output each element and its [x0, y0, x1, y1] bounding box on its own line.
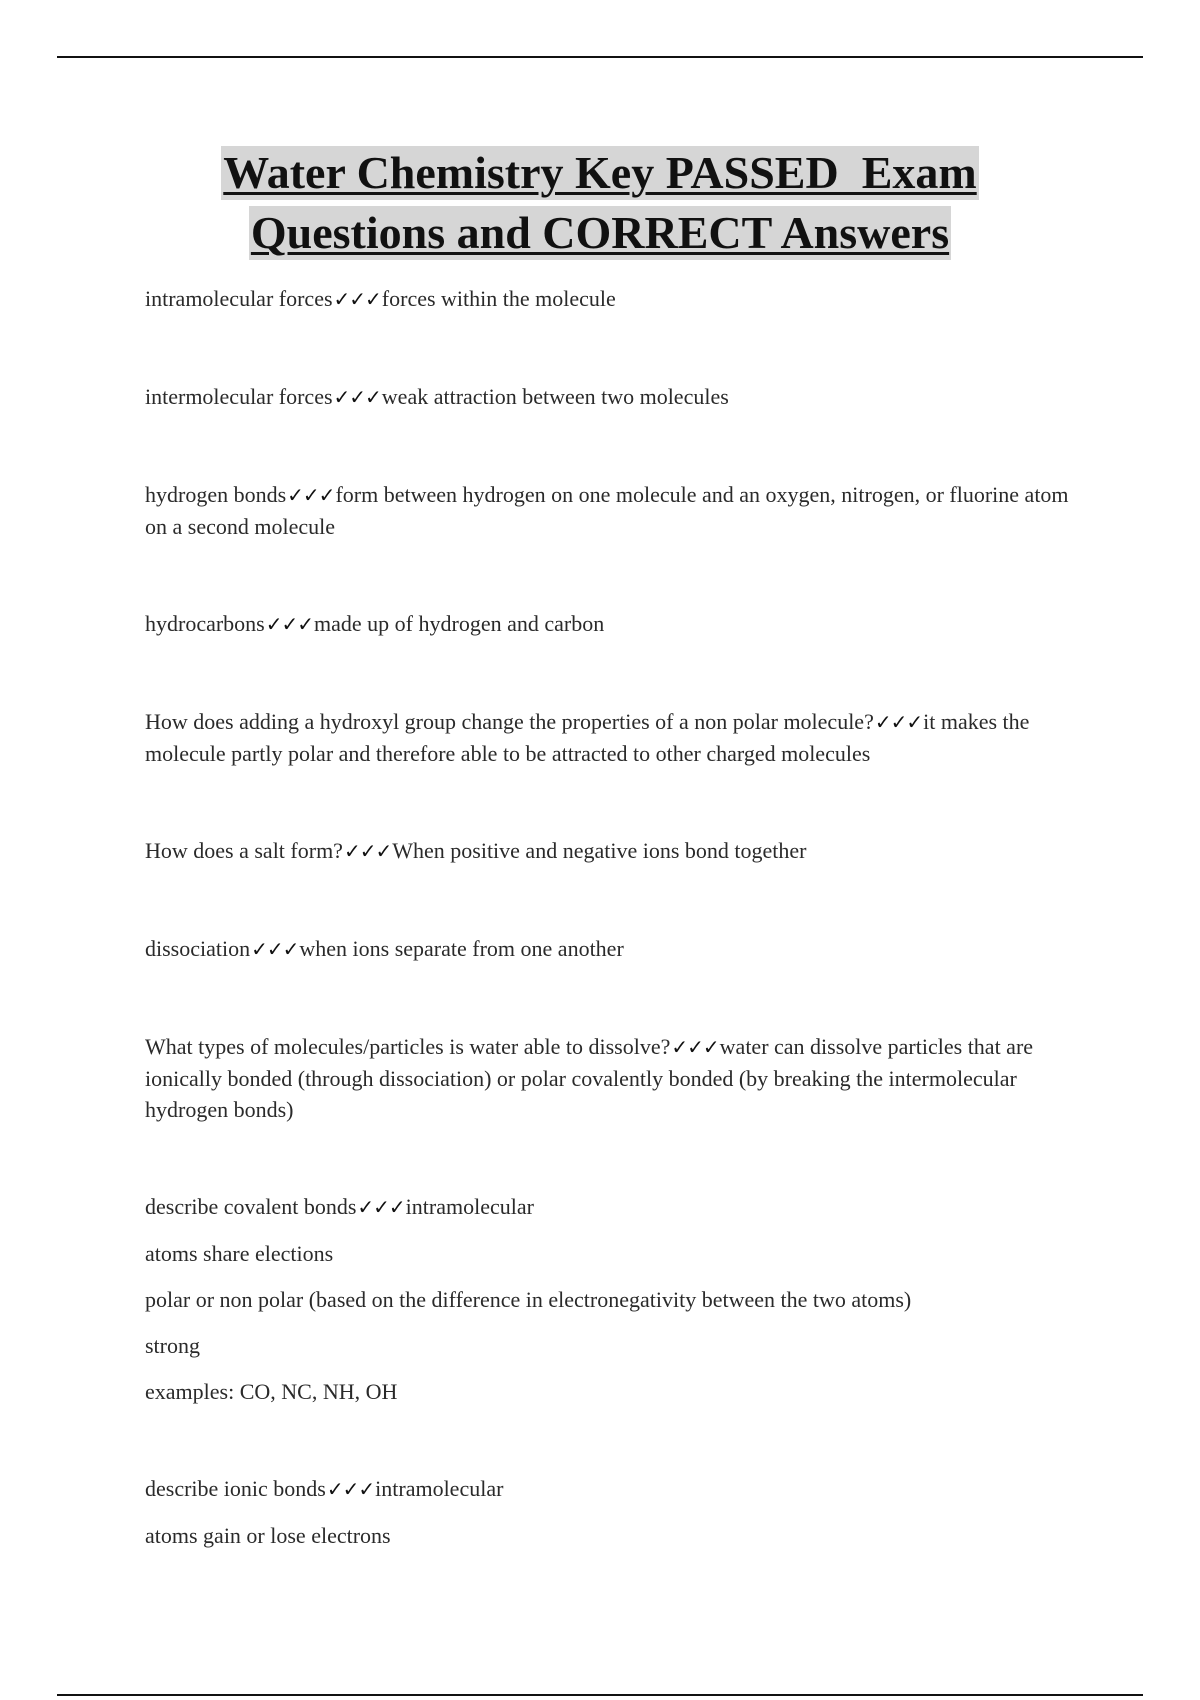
- answer-text: intramolecular: [375, 1476, 504, 1501]
- answer-text: water can dissolve particles that are ionically bonded (through dissociation) or polar covalently bonded (by breaking the intermolecular hydrogen bonds): [145, 1034, 1034, 1122]
- checkmark-icon: ✓✓✓: [357, 1195, 405, 1219]
- question-text: dissociation: [145, 936, 251, 961]
- qa-item: [145, 1473, 1075, 1551]
- answer-text: weak attraction between two molecules: [381, 384, 729, 409]
- checkmark-icon: ✓✓✓: [287, 483, 335, 507]
- answer-line: examples: CO, NC, NH, OH: [145, 1379, 398, 1404]
- bottom-rule: [57, 1694, 1143, 1696]
- question-text: hydrocarbons: [145, 611, 265, 636]
- title-line-2: Questions and CORRECT Answers: [250, 207, 950, 258]
- qa-item: [145, 283, 1075, 315]
- checkmark-icon: ✓✓✓: [265, 612, 314, 636]
- checkmark-icon: ✓✓✓: [343, 839, 392, 863]
- qa-item: [145, 608, 1075, 640]
- qa-item: [145, 1031, 1075, 1125]
- checkmark-icon: ✓✓✓: [326, 1477, 375, 1501]
- document-title: [0, 146, 1200, 266]
- question-text: describe ionic bonds: [145, 1476, 326, 1501]
- checkmark-icon: ✓✓✓: [333, 287, 381, 311]
- question-text: How does adding a hydroxyl group change the properties of a non polar molecule?: [145, 709, 874, 734]
- answer-text: form between hydrogen on one molecule and an oxygen, nitrogen, or fluorine atom on a second molecule: [145, 482, 1069, 539]
- qa-item: [145, 706, 1075, 769]
- question-text: How does a salt form?: [145, 838, 343, 863]
- answer-text: made up of hydrogen and carbon: [314, 611, 605, 636]
- qa-item: [145, 479, 1075, 542]
- answer-text: intramolecular: [405, 1194, 534, 1219]
- title-line-1: Water Chemistry Key PASSED Exam: [223, 147, 977, 198]
- answer-line: polar or non polar (based on the difference in electronegativity between the two atoms): [145, 1287, 912, 1312]
- top-rule: [57, 56, 1143, 58]
- answer-text: When positive and negative ions bond together: [392, 838, 807, 863]
- answer-line: strong: [145, 1333, 200, 1358]
- answer-text: it makes the molecule partly polar and therefore able to be attracted to other charged molecules: [145, 709, 1030, 766]
- qa-item: [145, 381, 1075, 413]
- qa-item: [145, 1191, 1075, 1407]
- question-text: intramolecular forces: [145, 286, 333, 311]
- checkmark-icon: ✓✓✓: [251, 937, 299, 961]
- question-text: hydrogen bonds: [145, 482, 287, 507]
- answer-line: atoms share elections: [145, 1241, 334, 1266]
- checkmark-icon: ✓✓✓: [671, 1035, 719, 1059]
- qa-list: [145, 283, 1075, 1551]
- checkmark-icon: ✓✓✓: [333, 385, 381, 409]
- answer-text: forces within the molecule: [381, 286, 616, 311]
- qa-item: [145, 835, 1075, 867]
- answer-text: when ions separate from one another: [299, 936, 624, 961]
- question-text: intermolecular forces: [145, 384, 333, 409]
- answer-line: atoms gain or lose electrons: [145, 1523, 391, 1548]
- question-text: What types of molecules/particles is water able to dissolve?: [145, 1034, 671, 1059]
- question-text: describe covalent bonds: [145, 1194, 357, 1219]
- qa-item: [145, 933, 1075, 965]
- checkmark-icon: ✓✓✓: [874, 710, 923, 734]
